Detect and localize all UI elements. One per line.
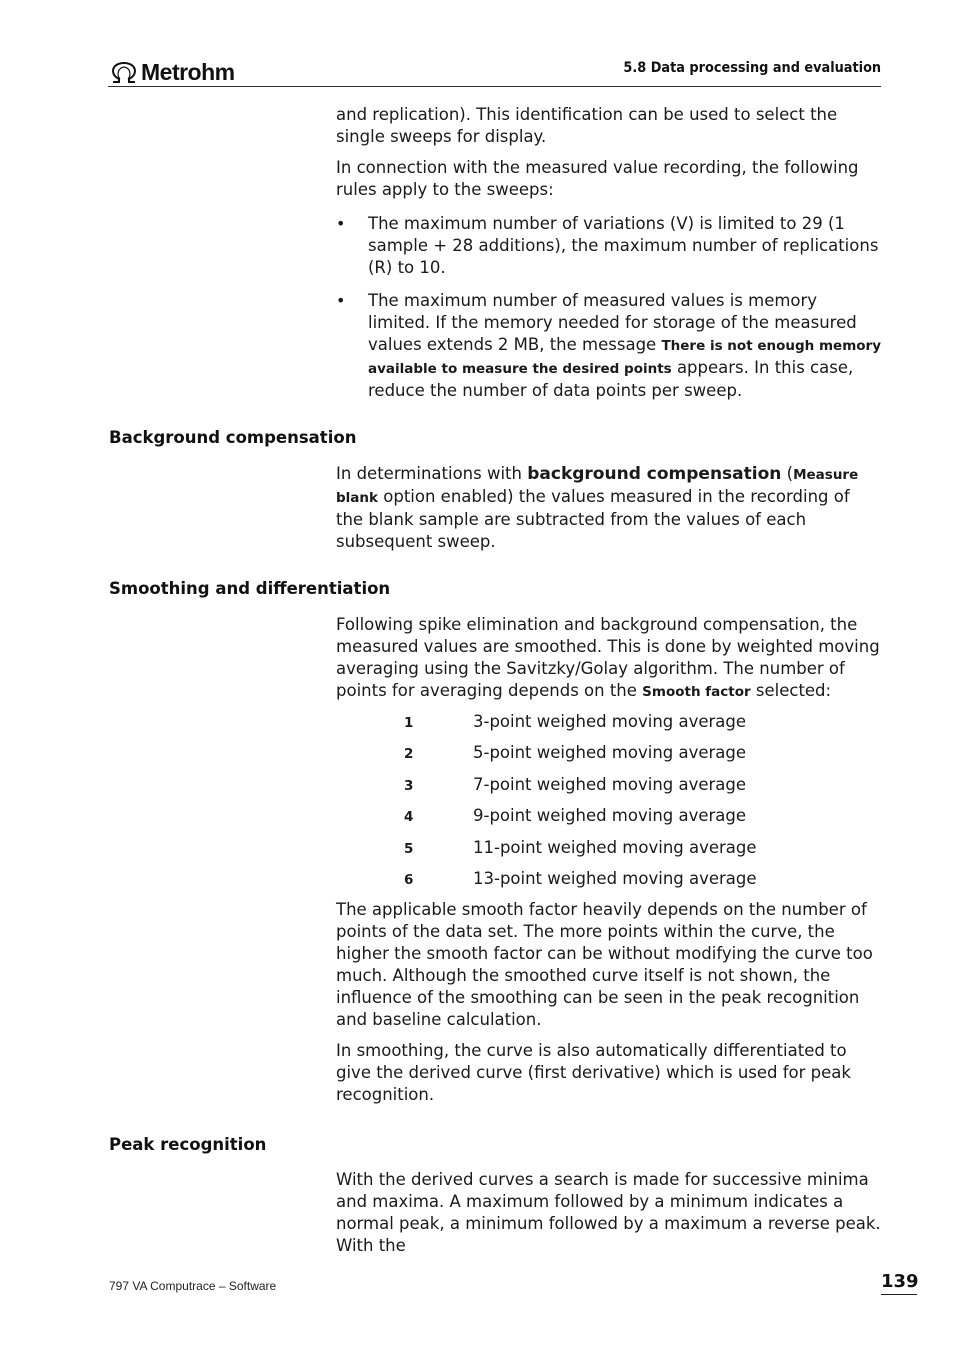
header-divider xyxy=(108,86,881,87)
intro-paragraph-1: and replication). This identification can be used to select the single sweeps for display. xyxy=(336,105,838,146)
intro-paragraph-2: In connection with the measured value recording, the following rules apply to the sweeps: xyxy=(336,158,859,199)
message-keyword: There is not enough memory available to measure the desired points xyxy=(368,338,881,377)
heading-smoothing: Smoothing and differentiation xyxy=(109,579,391,598)
smoothing-paragraph-1: Following spike elimination and background compensation, the measured values are smoothed. This is done by weighted moving averaging using the Savitzky/Golay algorithm. The number of points for averaging depends on the Smooth factor selected: xyxy=(336,615,880,700)
term-background-compensation: background compensation xyxy=(527,464,782,484)
smoothing-paragraph-3: In smoothing, the curve is also automatically differentiated to give the derived curve (first derivative) which is used for peak recognition. xyxy=(336,1041,851,1104)
section-reference: 5.8 Data processing and evaluation xyxy=(623,60,881,76)
option-smooth-factor: Smooth factor xyxy=(642,684,751,700)
page-number: 139 xyxy=(881,1271,917,1295)
bullet-item-memory: • The maximum number of measured values is memory limited. If the memory needed for storage of the measured values extends 2 MB, the message There is not enough memory available to measure the desired points appears. In this case, reduce the number of data points per sweep. xyxy=(336,291,881,400)
omega-logo-icon xyxy=(109,61,139,85)
footer-product: 797 VA Computrace – Software xyxy=(109,1279,277,1293)
bullet-item-variations: • The maximum number of variations (V) is limited to 29 (1 sample + 28 additions), the maximum number of replications (R) to 10. xyxy=(336,214,879,277)
option-measure-blank: Measure blank xyxy=(336,467,859,506)
heading-background-compensation: Background compensation xyxy=(109,428,357,447)
heading-peak-recognition: Peak recognition xyxy=(109,1135,267,1154)
brand-logo xyxy=(109,59,235,86)
smoothing-paragraph-2: The applicable smooth factor heavily depends on the number of points of the data set. The more points within the curve, the higher the smooth factor can be without modifying the curve too much. Although the smoothed curve itself is not shown, the influence of the smoothing can be seen in the peak recognition and baseline calculation. xyxy=(336,900,873,1029)
bullet-icon: • xyxy=(336,291,346,310)
bullet-icon: • xyxy=(336,214,346,233)
peak-paragraph: With the derived curves a search is made for successive minima and maxima. A maximum followed by a minimum indicates a normal peak, a minimum followed by a maximum a reverse peak. With the xyxy=(336,1170,881,1255)
background-paragraph: In determinations with background compensation (Measure blank option enabled) the values measured in the recording of the blank sample are subtracted from the values of each subsequent sweep. xyxy=(336,464,859,551)
brand-name: Metrohm xyxy=(141,59,235,85)
